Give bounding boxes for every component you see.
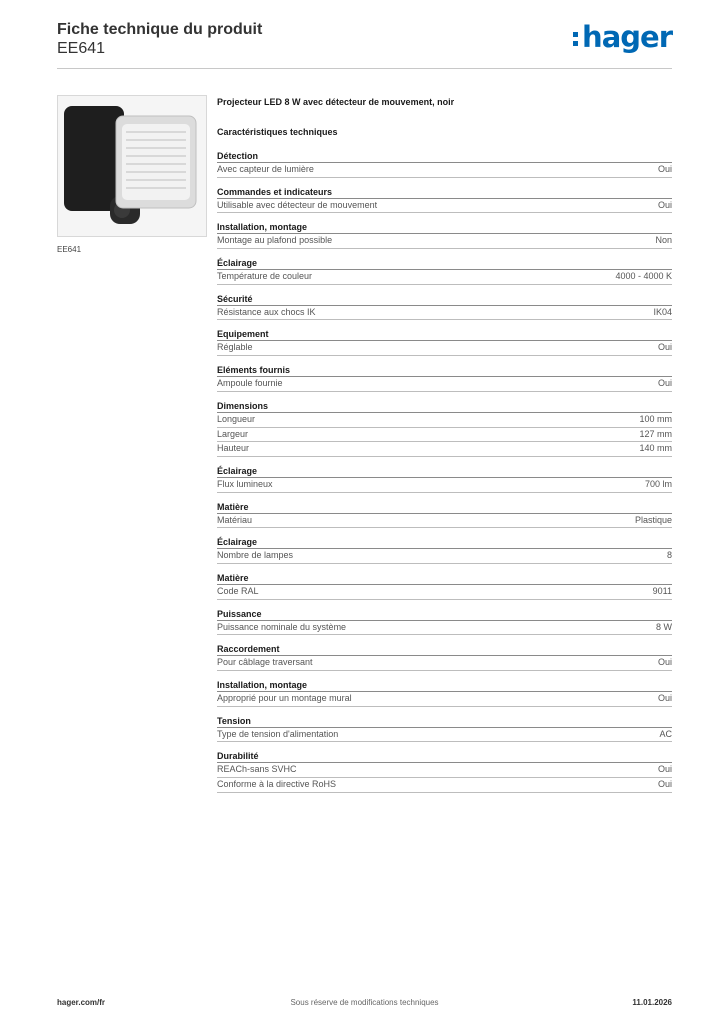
section-title: Commandes et indicateurs (217, 186, 672, 199)
logo-text: hager (582, 20, 672, 54)
image-caption: EE641 (57, 245, 82, 254)
spec-label: REACh-sans SVHC (217, 764, 297, 775)
spec-value: Oui (657, 342, 672, 353)
spec-label: Avec capteur de lumière (217, 164, 314, 174)
section-title: Dimensions (217, 400, 672, 413)
spec-label: Utilisable avec détecteur de mouvement (217, 199, 378, 210)
spec-value: 4000 - 4000 K (615, 271, 672, 282)
spec-value: Oui (657, 693, 672, 703)
spec-label: Conforme à la directive RoHS (217, 779, 337, 790)
section-title: Raccordement (217, 643, 672, 656)
spec-row (217, 442, 672, 457)
spec-row (217, 306, 672, 321)
section-title: Éclairage (217, 257, 672, 270)
spec-value: Oui (657, 164, 672, 174)
spec-value: Non (655, 235, 672, 246)
spec-label: Réglable (217, 342, 253, 353)
spec-row (217, 478, 672, 493)
product-reference: EE641 (57, 40, 106, 57)
spec-row (217, 413, 672, 428)
spec-label: Hauteur (217, 443, 250, 454)
spec-label: Nombre de lampes (217, 550, 294, 561)
spec-row (217, 514, 672, 529)
spec-value: 140 mm (639, 443, 672, 454)
section-title: Installation, montage (217, 679, 672, 692)
header-divider (57, 68, 672, 69)
spec-value: Oui (657, 657, 672, 668)
spec-content (217, 96, 672, 793)
logo-dots-icon (573, 28, 580, 48)
spec-row (217, 234, 672, 249)
product-title: Projecteur LED 8 W avec détecteur de mouvement, noir (217, 97, 455, 107)
section-title: Matière (217, 501, 672, 514)
spec-row (217, 428, 672, 443)
spec-label: Température de couleur (217, 271, 313, 282)
spec-value: 8 W (655, 621, 672, 632)
spec-value: 9011 (652, 585, 672, 596)
section-title: Puissance (217, 608, 672, 621)
spec-row (217, 692, 672, 707)
section-title: Equipement (217, 328, 672, 341)
spec-row (217, 377, 672, 392)
spec-label: Flux lumineux (217, 478, 273, 489)
brand-logo (573, 20, 672, 54)
spec-row (217, 341, 672, 356)
spec-label: Largeur (217, 428, 249, 439)
spec-label: Approprié pour un montage mural (217, 693, 352, 703)
spec-row (217, 549, 672, 564)
spec-row (217, 270, 672, 285)
section-title: Matière (217, 572, 672, 585)
spec-label: Pour câblage traversant (217, 657, 313, 668)
page-title: Fiche technique du produit (57, 21, 263, 38)
footer-date: 11.01.2026 (632, 998, 672, 1007)
section-title: Durabilité (217, 750, 672, 763)
section-title: Eléments fournis (217, 364, 672, 377)
spec-label: Code RAL (217, 585, 259, 596)
spec-label: Longueur (217, 413, 256, 424)
spec-value: Oui (657, 378, 672, 389)
product-image (57, 95, 207, 237)
spec-label: Matériau (217, 514, 253, 525)
spec-value: Plastique (634, 514, 672, 525)
section-title: Sécurité (217, 293, 672, 306)
spec-value: Oui (657, 779, 672, 790)
spec-value: 127 mm (639, 428, 672, 439)
spec-value: 700 lm (644, 478, 672, 489)
spec-value: Oui (657, 764, 672, 775)
spec-label: Type de tension d'alimentation (217, 728, 339, 739)
spec-value: Oui (657, 199, 672, 210)
spec-row (217, 585, 672, 600)
section-title: Installation, montage (217, 221, 672, 234)
spec-label: Puissance nominale du système (217, 621, 347, 632)
spec-value: AC (659, 728, 672, 739)
led-floodlight-icon (58, 96, 206, 236)
spec-label: Résistance aux chocs IK (217, 306, 316, 317)
section-title: Éclairage (217, 465, 672, 478)
spec-row (217, 163, 672, 178)
spec-value: 8 (666, 550, 672, 561)
spec-label: Montage au plafond possible (217, 235, 333, 246)
spec-value: IK04 (653, 306, 672, 317)
section-title: Éclairage (217, 536, 672, 549)
section-title: Détection (217, 150, 672, 163)
spec-label: Ampoule fournie (217, 378, 283, 389)
tech-heading: Caractéristiques techniques (217, 127, 338, 137)
spec-row (217, 199, 672, 214)
spec-row (217, 656, 672, 671)
footer-website-link[interactable]: hager.com/fr (57, 998, 106, 1007)
spec-row (217, 621, 672, 636)
spec-row (217, 728, 672, 743)
footer-notice: Sous réserve de modifications techniques (290, 998, 439, 1007)
section-title: Tension (217, 715, 672, 728)
spec-row (217, 763, 672, 778)
spec-row (217, 778, 672, 793)
page-header (57, 20, 672, 58)
spec-value: 100 mm (639, 413, 672, 424)
